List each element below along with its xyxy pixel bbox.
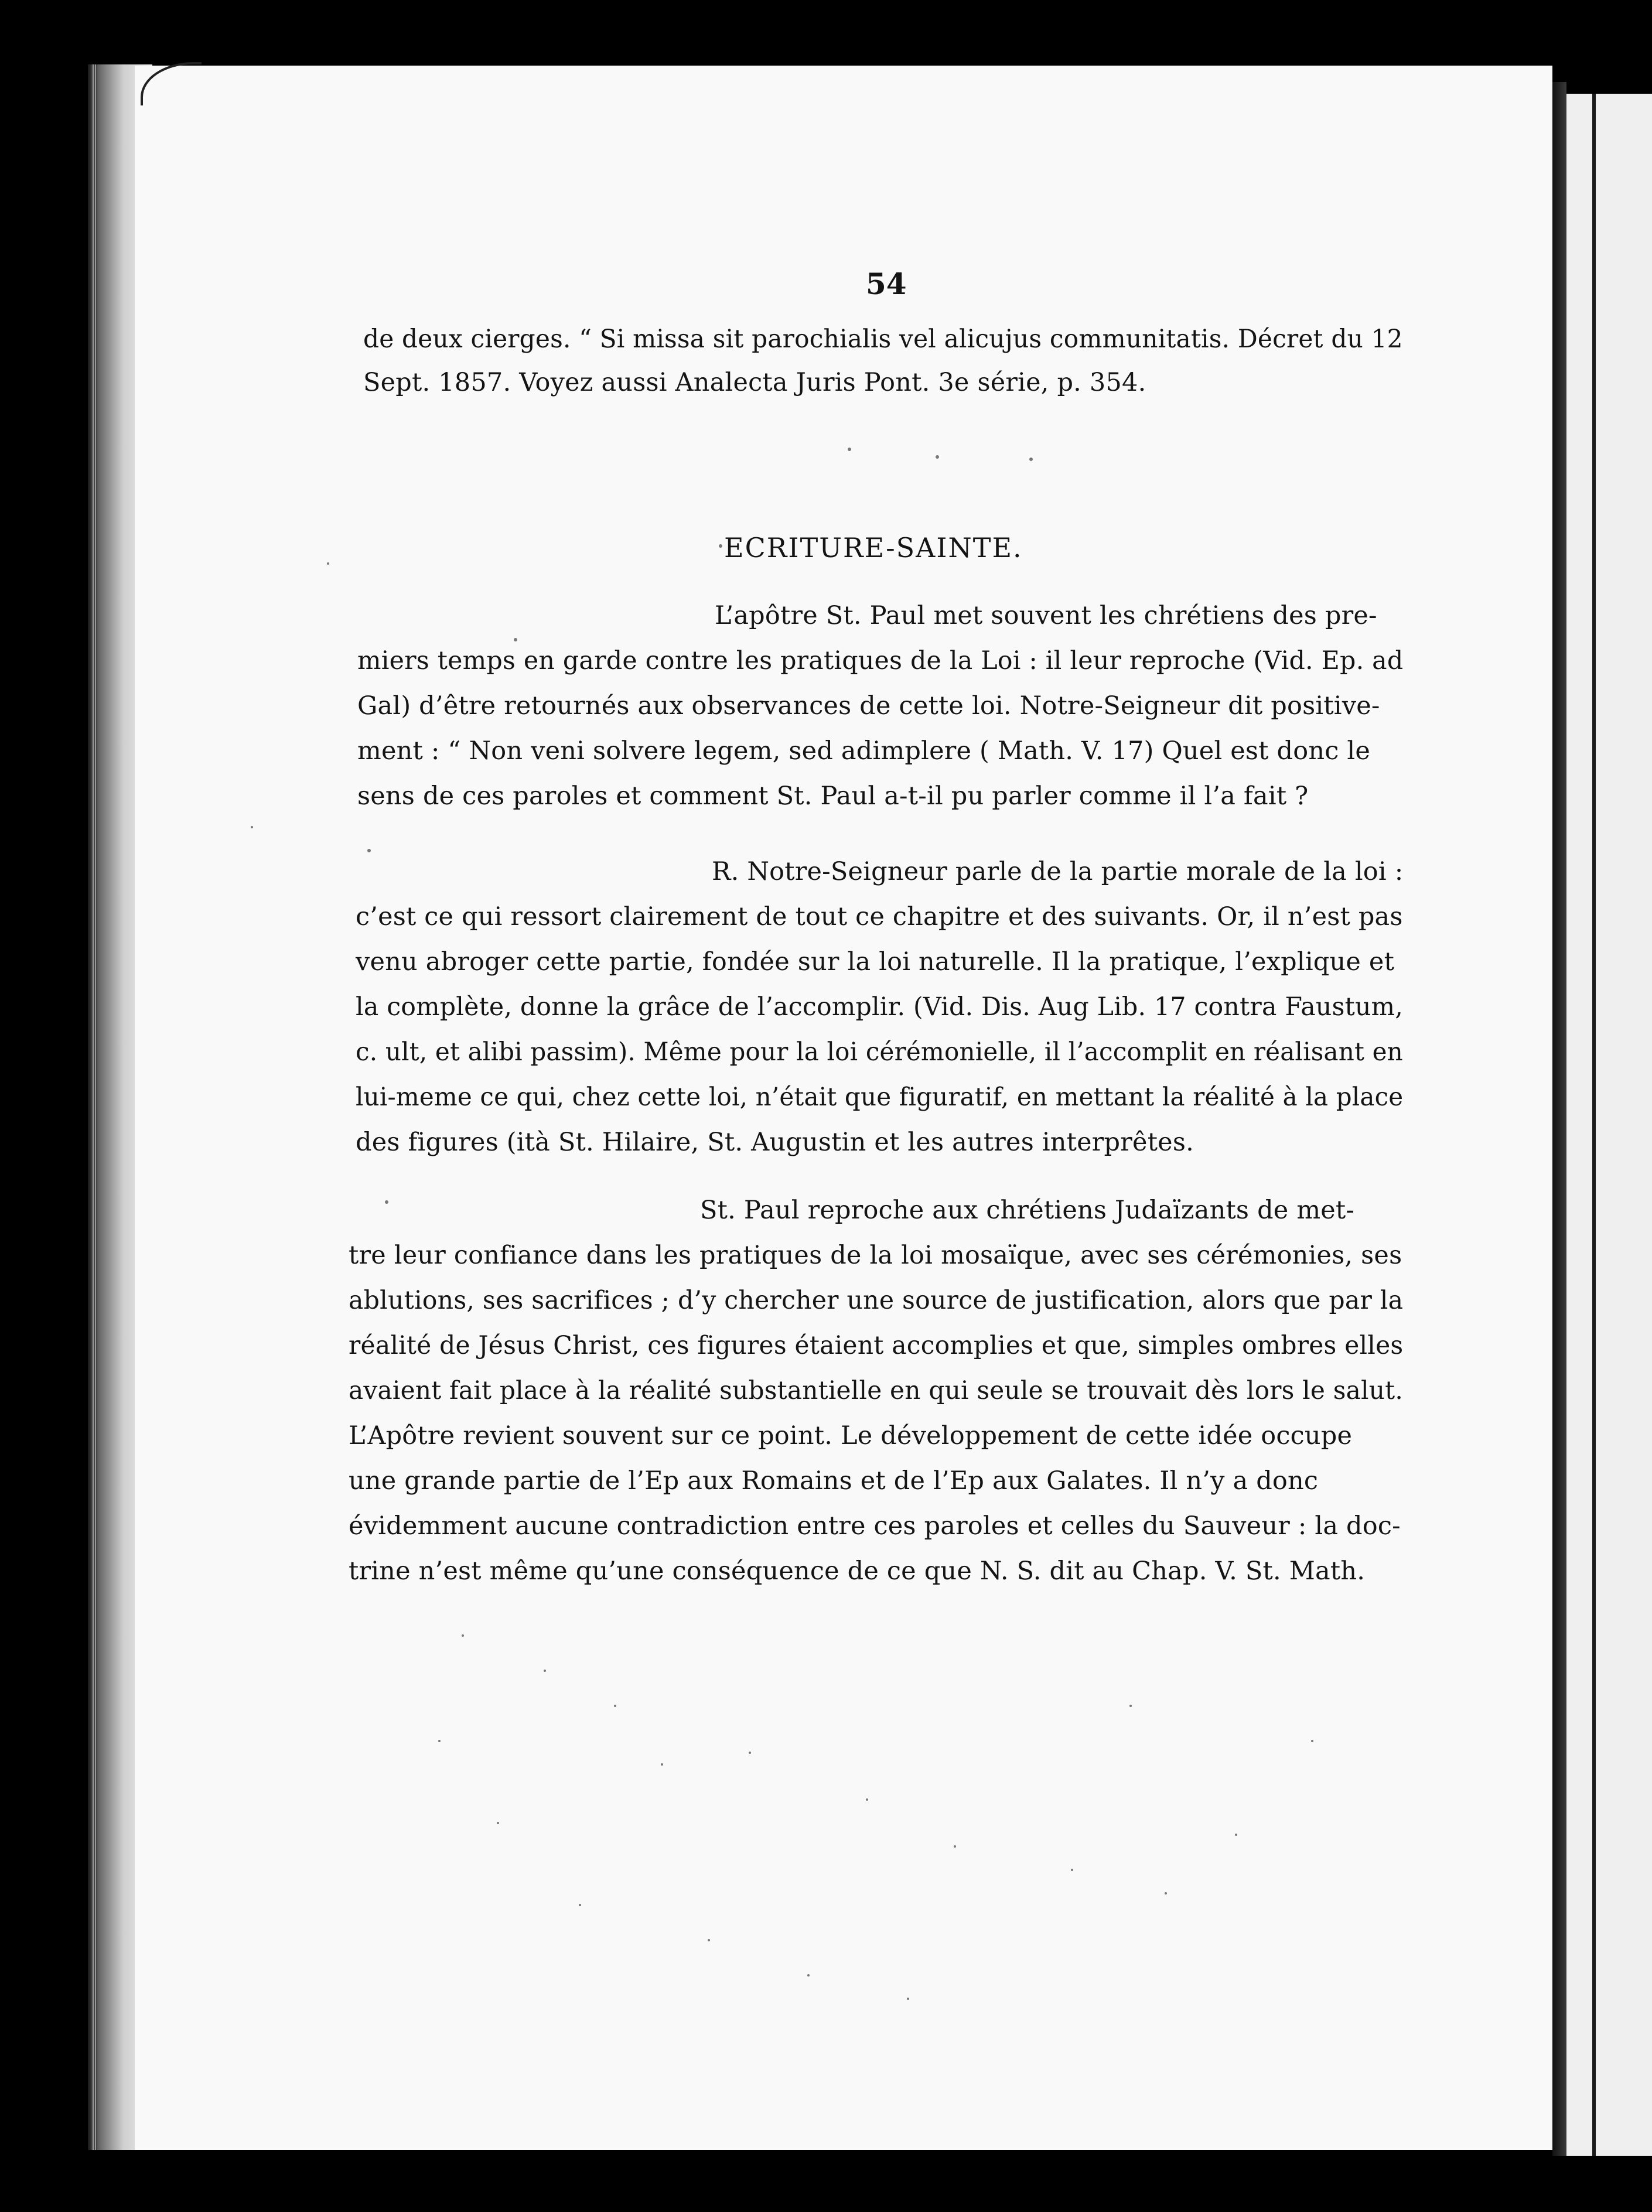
text-line: la complète, donne la grâce de l’accomplir. (Vid. Dis. Aug Lib. 17 contra Faustum, — [356, 992, 1404, 1022]
text-line: sens de ces paroles et comment St. Paul a-t-il pu parler comme il l’a fait ? — [357, 781, 1309, 811]
text-line: L’Apôtre revient souvent sur ce point. Le développement de cette idée occupe — [349, 1421, 1353, 1450]
text-line: c. ult, et alibi passim). Même pour la loi cérémonielle, il l’accomplit en réalisant en — [356, 1037, 1403, 1067]
text-line: c’est ce qui ressort clairement de tout ce chapitre et des suivants. Or, il n’est pas — [356, 902, 1403, 931]
text-line: R. Notre-Seigneur parle de la partie morale de la loi : — [712, 857, 1404, 886]
text-line: tre leur confiance dans les pratiques de la loi mosaïque, avec ses cérémonies, ses — [349, 1241, 1402, 1270]
text-line: venu abroger cette partie, fondée sur la loi naturelle. Il la pratique, l’explique et — [356, 947, 1395, 977]
text-line: une grande partie de l’Ep aux Romains et de l’Ep aux Galates. Il n’y a donc — [349, 1466, 1319, 1496]
text-line: miers temps en garde contre les pratiques de la Loi : il leur reproche (Vid. Ep. ad — [357, 646, 1404, 675]
text-line: ment : “ Non veni solvere legem, sed adimplere ( Math. V. 17) Quel est donc le — [357, 736, 1370, 766]
text-line: évidemment aucune contradiction entre ces paroles et celles du Sauveur : la doc- — [349, 1511, 1401, 1541]
text-line: trine n’est même qu’une conséquence de ce que N. S. dit au Chap. V. St. Math. — [349, 1556, 1366, 1586]
text-line: de deux cierges. “ Si missa sit parochialis vel alicujus communitatis. Décret du 12 — [363, 325, 1403, 354]
page-number: 54 — [866, 267, 907, 301]
text-line: Sept. 1857. Voyez aussi Analecta Juris Pont. 3e série, p. 354. — [363, 368, 1146, 397]
text-line: des figures (ità St. Hilaire, St. Augustin et les autres interprêtes. — [356, 1128, 1194, 1157]
text-line: St. Paul reproche aux chrétiens Judaïzants de met- — [700, 1196, 1355, 1225]
section-heading: ECRITURE-SAINTE. — [724, 532, 1023, 564]
text-line: ablutions, ses sacrifices ; d’y chercher une source de justification, alors que par la — [349, 1286, 1404, 1315]
text-line: L’apôtre St. Paul met souvent les chrétiens des pre- — [715, 601, 1377, 630]
text-line: lui-meme ce qui, chez cette loi, n’était que figuratif, en mettant la réalité à la place — [356, 1083, 1404, 1112]
text-line: réalité de Jésus Christ, ces figures étaient accomplies et que, simples ombres elles — [349, 1331, 1404, 1360]
text-line: avaient fait place à la réalité substantielle en qui seule se trouvait dès lors le salut. — [349, 1376, 1403, 1405]
text-line: Gal) d’être retournés aux observances de cette loi. Notre-Seigneur dit positive- — [357, 691, 1380, 721]
